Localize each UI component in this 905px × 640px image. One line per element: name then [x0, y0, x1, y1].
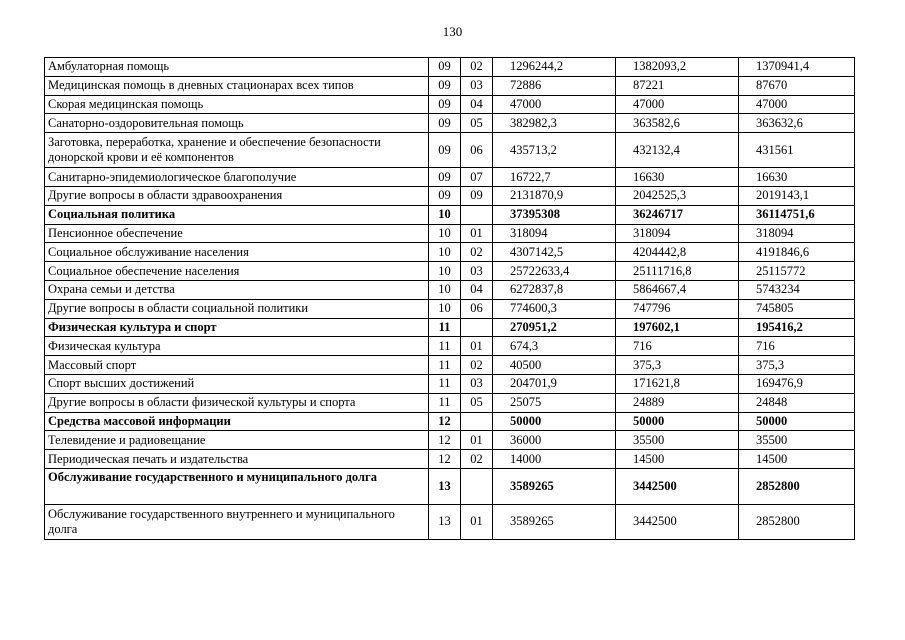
amount-year2-cell: 171621,8: [616, 374, 739, 393]
amount-year2-cell: 50000: [616, 412, 739, 431]
amount-year1-cell: 3589265: [493, 468, 616, 504]
table-row: [45, 374, 855, 393]
row-name-cell: Физическая культура: [45, 337, 429, 356]
amount-year2-cell: 25111716,8: [616, 262, 739, 281]
amount-year2-cell: 197602,1: [616, 318, 739, 337]
row-name-cell: Массовый спорт: [45, 356, 429, 375]
section-code-cell: 10: [429, 205, 461, 224]
row-name-cell: Другие вопросы в области социальной политики: [45, 299, 429, 318]
amount-year2-cell: 3442500: [616, 504, 739, 539]
table-row: [45, 356, 855, 375]
amount-year3-cell: 50000: [739, 412, 855, 431]
row-name-cell: Амбулаторная помощь: [45, 58, 429, 77]
amount-year2-cell: 716: [616, 337, 739, 356]
amount-year3-cell: 745805: [739, 299, 855, 318]
row-name-cell: Скорая медицинская помощь: [45, 95, 429, 114]
section-code-cell: 11: [429, 374, 461, 393]
section-code-cell: 12: [429, 450, 461, 469]
amount-year3-cell: 1370941,4: [739, 58, 855, 77]
page-number: 130: [442, 24, 463, 39]
table-row: [45, 133, 855, 168]
subsection-code-cell: 06: [461, 299, 493, 318]
section-code-cell: 10: [429, 243, 461, 262]
amount-year1-cell: 37395308: [493, 205, 616, 224]
amount-year3-cell: 4191846,6: [739, 243, 855, 262]
table-row: [45, 337, 855, 356]
row-name-cell: Физическая культура и спорт: [45, 318, 429, 337]
amount-year2-cell: 3442500: [616, 468, 739, 504]
amount-year2-cell: 318094: [616, 224, 739, 243]
section-code-cell: 10: [429, 280, 461, 299]
row-name-cell: Обслуживание государственного внутреннего и муниципального долга: [45, 504, 429, 539]
subsection-code-cell: 05: [461, 114, 493, 133]
row-name-cell: Охрана семьи и детства: [45, 280, 429, 299]
subsection-code-cell: 02: [461, 58, 493, 77]
amount-year3-cell: 2019143,1: [739, 186, 855, 205]
amount-year2-cell: 2042525,3: [616, 186, 739, 205]
amount-year3-cell: 36114751,6: [739, 205, 855, 224]
subsection-code-cell: 02: [461, 450, 493, 469]
subsection-code-cell: 06: [461, 133, 493, 168]
amount-year1-cell: 270951,2: [493, 318, 616, 337]
subsection-code-cell: [461, 318, 493, 337]
amount-year1-cell: 318094: [493, 224, 616, 243]
row-name-cell: Социальная политика: [45, 205, 429, 224]
amount-year3-cell: 375,3: [739, 356, 855, 375]
section-code-cell: 10: [429, 299, 461, 318]
section-code-cell: 11: [429, 393, 461, 412]
amount-year2-cell: 363582,6: [616, 114, 739, 133]
section-row: [45, 468, 855, 504]
amount-year3-cell: 363632,6: [739, 114, 855, 133]
table-row: [45, 431, 855, 450]
row-name-cell: Пенсионное обеспечение: [45, 224, 429, 243]
amount-year1-cell: 774600,3: [493, 299, 616, 318]
section-row: [45, 412, 855, 431]
row-name-cell: Санаторно-оздоровительная помощь: [45, 114, 429, 133]
amount-year1-cell: 204701,9: [493, 374, 616, 393]
amount-year2-cell: 747796: [616, 299, 739, 318]
amount-year3-cell: 35500: [739, 431, 855, 450]
table-row: [45, 186, 855, 205]
section-code-cell: 09: [429, 114, 461, 133]
section-code-cell: 09: [429, 95, 461, 114]
subsection-code-cell: 03: [461, 76, 493, 95]
row-name-cell: Другие вопросы в области здравоохранения: [45, 186, 429, 205]
amount-year2-cell: 375,3: [616, 356, 739, 375]
amount-year2-cell: 16630: [616, 168, 739, 187]
subsection-code-cell: 01: [461, 337, 493, 356]
section-code-cell: 09: [429, 168, 461, 187]
amount-year1-cell: 4307142,5: [493, 243, 616, 262]
budget-table: [44, 57, 855, 540]
row-name-cell: Средства массовой информации: [45, 412, 429, 431]
table-row: [45, 76, 855, 95]
section-code-cell: 11: [429, 337, 461, 356]
subsection-code-cell: 01: [461, 224, 493, 243]
section-code-cell: 13: [429, 504, 461, 539]
amount-year1-cell: 382982,3: [493, 114, 616, 133]
section-code-cell: 12: [429, 431, 461, 450]
amount-year1-cell: 674,3: [493, 337, 616, 356]
amount-year2-cell: 35500: [616, 431, 739, 450]
amount-year3-cell: 2852800: [739, 468, 855, 504]
amount-year3-cell: 24848: [739, 393, 855, 412]
amount-year1-cell: 16722,7: [493, 168, 616, 187]
table-row: [45, 262, 855, 281]
table-row: [45, 114, 855, 133]
amount-year2-cell: 24889: [616, 393, 739, 412]
amount-year2-cell: 14500: [616, 450, 739, 469]
subsection-code-cell: 04: [461, 95, 493, 114]
amount-year1-cell: 435713,2: [493, 133, 616, 168]
budget-table-body: [45, 58, 855, 540]
amount-year2-cell: 4204442,8: [616, 243, 739, 262]
row-name-cell: Периодическая печать и издательства: [45, 450, 429, 469]
amount-year1-cell: 36000: [493, 431, 616, 450]
row-name-cell: Санитарно-эпидемиологическое благополучие: [45, 168, 429, 187]
section-code-cell: 10: [429, 224, 461, 243]
amount-year3-cell: 431561: [739, 133, 855, 168]
table-row: [45, 504, 855, 539]
table-row: [45, 243, 855, 262]
section-code-cell: 09: [429, 133, 461, 168]
table-row: [45, 168, 855, 187]
row-name-cell: Социальное обслуживание населения: [45, 243, 429, 262]
amount-year2-cell: 432132,4: [616, 133, 739, 168]
amount-year3-cell: 25115772: [739, 262, 855, 281]
subsection-code-cell: [461, 412, 493, 431]
subsection-code-cell: 03: [461, 262, 493, 281]
amount-year1-cell: 50000: [493, 412, 616, 431]
amount-year2-cell: 87221: [616, 76, 739, 95]
section-code-cell: 13: [429, 468, 461, 504]
amount-year3-cell: 87670: [739, 76, 855, 95]
amount-year1-cell: 1296244,2: [493, 58, 616, 77]
table-row: [45, 224, 855, 243]
amount-year1-cell: 2131870,9: [493, 186, 616, 205]
row-name-cell: Медицинская помощь в дневных стационарах всех типов: [45, 76, 429, 95]
amount-year1-cell: 40500: [493, 356, 616, 375]
amount-year1-cell: 3589265: [493, 504, 616, 539]
amount-year3-cell: 16630: [739, 168, 855, 187]
row-name-cell: Спорт высших достижений: [45, 374, 429, 393]
row-name-cell: Заготовка, переработка, хранение и обеспечение безопасности донорской крови и её компонентов: [45, 133, 429, 168]
row-name-cell: Другие вопросы в области физической культуры и спорта: [45, 393, 429, 412]
amount-year1-cell: 6272837,8: [493, 280, 616, 299]
row-name-cell: Социальное обеспечение населения: [45, 262, 429, 281]
amount-year3-cell: 14500: [739, 450, 855, 469]
section-code-cell: 12: [429, 412, 461, 431]
subsection-code-cell: 02: [461, 356, 493, 375]
section-row: [45, 205, 855, 224]
amount-year1-cell: 14000: [493, 450, 616, 469]
amount-year2-cell: 36246717: [616, 205, 739, 224]
table-row: [45, 58, 855, 77]
subsection-code-cell: 04: [461, 280, 493, 299]
amount-year3-cell: 169476,9: [739, 374, 855, 393]
subsection-code-cell: 03: [461, 374, 493, 393]
row-name-cell: Телевидение и радиовещание: [45, 431, 429, 450]
table-row: [45, 280, 855, 299]
amount-year3-cell: 195416,2: [739, 318, 855, 337]
section-code-cell: 09: [429, 186, 461, 205]
subsection-code-cell: 05: [461, 393, 493, 412]
amount-year3-cell: 716: [739, 337, 855, 356]
amount-year1-cell: 25075: [493, 393, 616, 412]
amount-year3-cell: 2852800: [739, 504, 855, 539]
subsection-code-cell: 07: [461, 168, 493, 187]
section-code-cell: 09: [429, 76, 461, 95]
table-row: [45, 450, 855, 469]
amount-year3-cell: 47000: [739, 95, 855, 114]
amount-year3-cell: 5743234: [739, 280, 855, 299]
subsection-code-cell: 02: [461, 243, 493, 262]
amount-year1-cell: 47000: [493, 95, 616, 114]
amount-year1-cell: 72886: [493, 76, 616, 95]
section-row: [45, 318, 855, 337]
amount-year2-cell: 5864667,4: [616, 280, 739, 299]
table-row: [45, 95, 855, 114]
subsection-code-cell: 01: [461, 504, 493, 539]
amount-year2-cell: 1382093,2: [616, 58, 739, 77]
subsection-code-cell: [461, 205, 493, 224]
section-code-cell: 10: [429, 262, 461, 281]
row-name-cell: Обслуживание государственного и муниципального долга: [45, 468, 429, 504]
section-code-cell: 11: [429, 356, 461, 375]
table-row: [45, 299, 855, 318]
amount-year3-cell: 318094: [739, 224, 855, 243]
table-row: [45, 393, 855, 412]
amount-year2-cell: 47000: [616, 95, 739, 114]
section-code-cell: 09: [429, 58, 461, 77]
amount-year1-cell: 25722633,4: [493, 262, 616, 281]
subsection-code-cell: [461, 468, 493, 504]
subsection-code-cell: 09: [461, 186, 493, 205]
section-code-cell: 11: [429, 318, 461, 337]
subsection-code-cell: 01: [461, 431, 493, 450]
